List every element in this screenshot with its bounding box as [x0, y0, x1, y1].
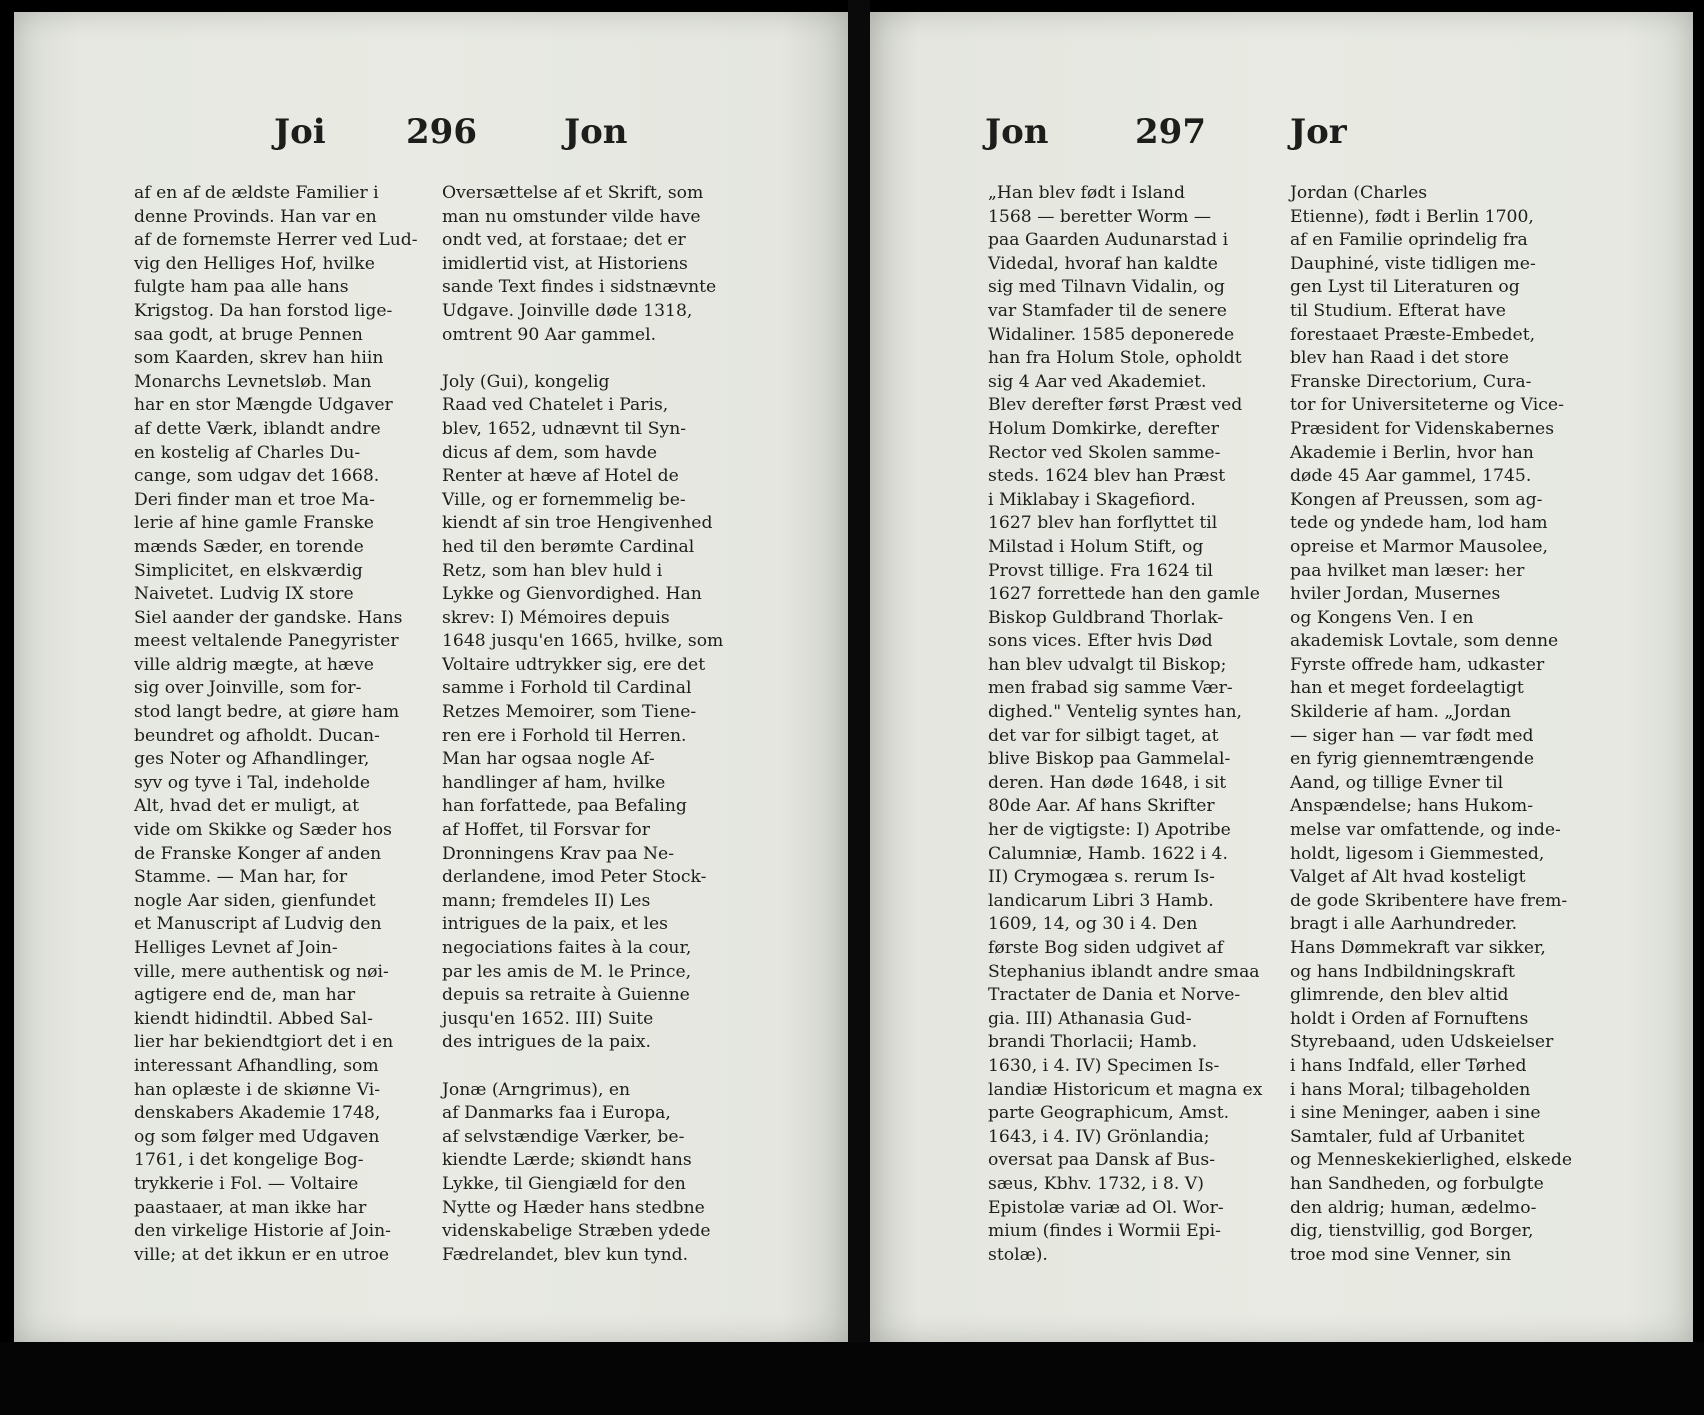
text-line: Monarchs Levnetsløb. Man [134, 371, 372, 392]
text-line: sæus, Kbhv. 1732, i 8. V) [988, 1173, 1204, 1194]
text-line: stolæ). [988, 1244, 1048, 1265]
text-line: sig over Joinville, som for- [134, 678, 362, 699]
text-line: i Miklabay i Skagefiord. [988, 489, 1196, 510]
text-line: brandi Thorlacii; Hamb. [988, 1032, 1198, 1053]
right-header-catchword-left: Jon [985, 112, 1049, 152]
left-header-catchword-right: Jon [564, 112, 628, 152]
text-line: hviler Jordan, Musernes [1290, 584, 1501, 605]
text-line: — siger han — var født med [1290, 725, 1534, 746]
text-line: parte Geographicum, Amst. [988, 1103, 1230, 1124]
text-line: melse var omfattende, og inde- [1290, 820, 1561, 841]
text-line: første Bog siden udgivet af [988, 938, 1224, 958]
text-line: vig den Helliges Hof, hvilke [134, 253, 375, 274]
text-line: kiendt af sin troe Hengivenhed [442, 513, 713, 534]
right-page-column-1 [988, 182, 1278, 1267]
text-line: II) Crymogæa s. rerum Is- [988, 867, 1215, 888]
left-page [14, 12, 848, 1342]
text-line: landicarum Libri 3 Hamb. [988, 890, 1214, 911]
text-line: det var for silbigt taget, at [988, 725, 1219, 746]
text-line: Alt, hvad det er muligt, at [134, 796, 359, 817]
text-line: stod langt bedre, at giøre ham [134, 702, 400, 723]
text-line: gia. III) Athanasia Gud- [988, 1008, 1192, 1029]
text-line: des intrigues de la paix. [442, 1032, 651, 1053]
text-line: Tractater de Dania et Norve- [988, 985, 1241, 1006]
text-line: skrev: I) Mémoires depuis [442, 607, 670, 628]
text-line: Skilderie af ham. „Jordan [1290, 702, 1511, 723]
text-line: lerie af hine gamle Franske [134, 513, 374, 534]
text-line: Oversættelse af et Skrift, som [442, 183, 704, 203]
text-line: af en af de ældste Familier i [134, 183, 379, 203]
text-line: Stamme. — Man har, for [134, 867, 348, 888]
text-line: fulgte ham paa alle hans [134, 277, 349, 298]
text-line: Joly (Gui), kongelig [442, 371, 610, 392]
text-line: Biskop Guldbrand Thorlak- [988, 607, 1224, 628]
text-line: Udgave. Joinville døde 1318, [442, 300, 693, 321]
text-line: ville, mere authentisk og nøi- [134, 961, 389, 982]
text-line: de Franske Konger af anden [134, 843, 382, 864]
text-line: af de fornemste Herrer ved Lud- [134, 230, 418, 251]
text-line: holdt i Orden af Fornuftens [1290, 1008, 1529, 1029]
text-line: intrigues de la paix, et les [442, 914, 668, 935]
text-line: Epistolæ variæ ad Ol. Wor- [988, 1197, 1224, 1218]
text-line: dighed." Ventelig syntes han, [988, 702, 1243, 723]
text-line: ondt ved, at forstaae; det er [442, 230, 686, 251]
text-line: nogle Aar siden, gienfundet [134, 890, 376, 911]
text-line: denskabers Akademie 1748, [134, 1103, 381, 1124]
text-line: Rector ved Skolen samme- [988, 442, 1221, 463]
text-line: derlandene, imod Peter Stock- [442, 867, 707, 888]
left-header-catchword-left: Joi [274, 112, 326, 152]
text-line: Samtaler, fuld af Urbanitet [1290, 1126, 1525, 1147]
text-line: her de vigtigste: I) Apotribe [988, 820, 1231, 841]
text-line: af selvstændige Værker, be- [442, 1126, 685, 1147]
text-line: Fyrste offrede ham, udkaster [1290, 654, 1545, 675]
text-line: den aldrig; human, ædelmo- [1290, 1197, 1537, 1218]
text-line: sig med Tilnavn Vidalin, og [988, 277, 1225, 298]
text-line: Ville, og er fornemmelig be- [442, 489, 686, 510]
text-line: i hans Indfald, eller Tørhed [1290, 1055, 1527, 1076]
text-line: Stephanius iblandt andre smaa [988, 961, 1260, 982]
text-line: Videdal, hvoraf han kaldte [988, 253, 1218, 274]
text-line: Helliges Levnet af Join- [134, 938, 338, 958]
text-line: omtrent 90 Aar gammel. [442, 324, 657, 345]
left-page-column-1 [134, 182, 434, 1267]
text-line: glimrende, den blev altid [1290, 985, 1509, 1006]
text-line: blev, 1652, udnævnt til Syn- [442, 418, 687, 439]
left-page-column-2 [442, 182, 752, 1267]
text-line: Kongen af Preussen, som ag- [1290, 489, 1543, 510]
text-line: forestaaet Præste-Embedet, [1290, 324, 1536, 345]
text-line: negociations faites à la cour, [442, 938, 692, 958]
text-line: Krigstog. Da han forstod lige- [134, 300, 393, 321]
text-line: Præsident for Videnskabernes [1290, 418, 1555, 439]
text-line: Lykke og Gienvordighed. Han [442, 584, 702, 605]
text-line: som Kaarden, skrev han hiin [134, 348, 384, 369]
text-line: en fyrig giennemtrængende [1290, 749, 1534, 770]
text-line: handlinger af ham, hvilke [442, 772, 666, 793]
text-line: Retz, som han blev huld i [442, 560, 663, 581]
text-line: akademisk Lovtale, som denne [1290, 631, 1559, 652]
left-page-header [14, 112, 848, 162]
text-line: mænds Sæder, en torende [134, 536, 364, 557]
text-line: Anspændelse; hans Hukom- [1290, 796, 1534, 817]
text-line: og Kongens Ven. I en [1290, 607, 1474, 628]
text-line: trykkerie i Fol. — Voltaire [134, 1173, 359, 1194]
text-line: gen Lyst til Literaturen og [1290, 277, 1520, 298]
right-page-header [870, 112, 1693, 162]
text-line: Raad ved Chatelet i Paris, [442, 395, 669, 416]
text-line: 1630, i 4. IV) Specimen Is- [988, 1055, 1220, 1076]
text-line: paastaaer, at man ikke har [134, 1197, 367, 1218]
text-line: interessant Afhandling, som [134, 1055, 379, 1076]
text-line: Man har ogsaa nogle Af- [442, 749, 655, 770]
text-line: Siel aander der gandske. Hans [134, 607, 403, 628]
text-line: man nu omstunder vilde have [442, 206, 701, 227]
text-line: til Studium. Efterat have [1290, 300, 1506, 321]
text-line: i hans Moral; tilbageholden [1290, 1079, 1531, 1100]
text-line: Dronningens Krav paa Ne- [442, 843, 675, 864]
text-line: de gode Skribentere have frem- [1290, 890, 1568, 911]
text-line: ges Noter og Afhandlinger, [134, 749, 370, 770]
book-gutter [848, 0, 870, 1415]
text-line: Naivetet. Ludvig IX store [134, 584, 354, 605]
text-line: han forfattede, paa Befaling [442, 796, 687, 817]
text-line: og Menneskekierlighed, elskede [1290, 1150, 1573, 1171]
text-line: i sine Meninger, aaben i sine [1290, 1103, 1541, 1124]
text-line: hed til den berømte Cardinal [442, 536, 695, 557]
text-line: steds. 1624 blev han Præst [988, 466, 1226, 487]
text-line: Widaliner. 1585 deponerede [988, 324, 1235, 345]
text-line: landiæ Historicum et magna ex [988, 1079, 1263, 1100]
text-line: blev han Raad i det store [1290, 348, 1509, 369]
text-line: Provst tillige. Fra 1624 til [988, 560, 1213, 581]
text-line: dicus af dem, som havde [442, 442, 658, 463]
text-line: mium (findes i Wormii Epi- [988, 1221, 1221, 1242]
text-line: han oplæste i de skiønne Vi- [134, 1079, 381, 1100]
text-line: har en stor Mængde Udgaver [134, 395, 393, 416]
text-line: mann; fremdeles II) Les [442, 890, 651, 911]
text-line: af Danmarks faa i Europa, [442, 1103, 671, 1124]
text-line: Deri finder man et troe Ma- [134, 489, 375, 510]
text-line: Jordan (Charles [1290, 183, 1428, 203]
right-page-number: 297 [1135, 112, 1206, 152]
bottom-background [0, 1342, 1704, 1415]
text-line: meest veltalende Panegyrister [134, 631, 399, 652]
text-line: imidlertid vist, at Historiens [442, 253, 688, 274]
text-line: af dette Værk, iblandt andre [134, 418, 381, 439]
text-line: Simplicitet, en elskværdig [134, 560, 363, 581]
paragraph-gap [442, 347, 752, 371]
text-line: saa godt, at bruge Pennen [134, 324, 363, 345]
paragraph-gap [442, 1055, 752, 1079]
text-line: var Stamfader til de senere [988, 300, 1227, 321]
text-line: „Han blev født i Island [988, 183, 1185, 203]
text-line: 1568 — beretter Worm — [988, 206, 1212, 227]
text-line: 1643, i 4. IV) Grönlandia; [988, 1126, 1210, 1147]
text-line: dig, tienstvillig, god Borger, [1290, 1221, 1534, 1242]
text-line: 1648 jusqu'en 1665, hvilke, som [442, 631, 724, 652]
text-line: Lykke, til Giengiæld for den [442, 1173, 686, 1194]
text-line: 1761, i det kongelige Bog- [134, 1150, 364, 1171]
text-line: deren. Han døde 1648, i sit [988, 772, 1227, 793]
text-line: Milstad i Holum Stift, og [988, 536, 1204, 557]
text-line: Hans Dømmekraft var sikker, [1290, 938, 1546, 958]
text-line: oversat paa Dansk af Bus- [988, 1150, 1216, 1171]
text-line: blive Biskop paa Gammelal- [988, 749, 1231, 770]
text-line: kiendte Lærde; skiøndt hans [442, 1150, 692, 1171]
text-line: tor for Universiteterne og Vice- [1290, 395, 1564, 416]
text-line: Fædrelandet, blev kun tynd. [442, 1244, 689, 1265]
text-line: opreise et Marmor Mausolee, [1290, 536, 1549, 557]
text-line: Calumniæ, Hamb. 1622 i 4. [988, 843, 1228, 864]
text-line: bragt i alle Aarhundreder. [1290, 914, 1518, 935]
text-line: agtigere end de, man har [134, 985, 356, 1006]
text-line: Dauphiné, viste tidligen me- [1290, 253, 1536, 274]
text-line: men frabad sig samme Vær- [988, 678, 1233, 699]
text-line: vide om Skikke og Sæder hos [134, 820, 392, 841]
right-header-catchword-right: Jor [1290, 112, 1347, 152]
right-page-column-2 [1290, 182, 1590, 1267]
text-line: tede og yndede ham, lod ham [1290, 513, 1548, 534]
text-line: sande Text findes i sidstnævnte [442, 277, 717, 298]
right-page [870, 12, 1693, 1342]
text-line: Jonæ (Arngrimus), en [442, 1079, 631, 1100]
text-line: af Hoffet, til Forsvar for [442, 820, 650, 841]
text-line: Styrebaand, uden Udskeielser [1290, 1032, 1554, 1053]
text-line: en kostelig af Charles Du- [134, 442, 361, 463]
text-line: holdt, ligesom i Giemmested, [1290, 843, 1545, 864]
text-line: cange, som udgav det 1668. [134, 466, 380, 487]
text-line: paa Gaarden Audunarstad i [988, 230, 1229, 251]
text-line: jusqu'en 1652. III) Suite [442, 1008, 654, 1029]
text-line: den virkelige Historie af Join- [134, 1221, 391, 1242]
text-line: Akademie i Berlin, hvor han [1290, 442, 1534, 463]
text-line: og hans Indbildningskraft [1290, 961, 1515, 982]
text-line: lier har bekiendtgiort det i en [134, 1032, 394, 1053]
text-line: Holum Domkirke, derefter [988, 418, 1219, 439]
text-line: syv og tyve i Tal, indeholde [134, 772, 371, 793]
text-line: og som følger med Udgaven [134, 1126, 380, 1147]
text-line: ville aldrig mægte, at hæve [134, 654, 374, 675]
text-line: han blev udvalgt til Biskop; [988, 654, 1227, 675]
text-line: paa hvilket man læser: her [1290, 560, 1525, 581]
text-line: Nytte og Hæder hans stedbne [442, 1197, 705, 1218]
text-line: 1609, 14, og 30 i 4. Den [988, 914, 1198, 935]
text-line: par les amis de M. le Prince, [442, 961, 692, 982]
text-line: troe mod sine Venner, sin [1290, 1244, 1512, 1265]
text-line: depuis sa retraite à Guienne [442, 985, 690, 1006]
text-line: videnskabelige Stræben ydede [442, 1221, 711, 1242]
text-line: kiendt hidindtil. Abbed Sal- [134, 1008, 373, 1029]
text-line: Voltaire udtrykker sig, ere det [442, 654, 706, 675]
text-line: han Sandheden, og forbulgte [1290, 1173, 1544, 1194]
text-line: denne Provinds. Han var en [134, 206, 377, 227]
text-line: af en Familie oprindelig fra [1290, 230, 1528, 251]
left-page-number: 296 [406, 112, 477, 152]
text-line: han fra Holum Stole, opholdt [988, 348, 1242, 369]
text-line: et Manuscript af Ludvig den [134, 914, 382, 935]
text-line: han et meget fordeelagtigt [1290, 678, 1524, 699]
text-line: Renter at hæve af Hotel de [442, 466, 679, 487]
text-line: ren ere i Forhold til Herren. [442, 725, 687, 746]
text-line: Retzes Memoirer, som Tiene- [442, 702, 697, 723]
text-line: 80de Aar. Af hans Skrifter [988, 796, 1215, 817]
text-line: ville; at det ikkun er en utroe [134, 1244, 389, 1265]
text-line: Valget af Alt hvad kosteligt [1290, 867, 1526, 888]
text-line: Franske Directorium, Cura- [1290, 371, 1532, 392]
text-line: sons vices. Efter hvis Død [988, 631, 1213, 652]
text-line: sig 4 Aar ved Akademiet. [988, 371, 1207, 392]
text-line: Etienne), født i Berlin 1700, [1290, 206, 1534, 227]
text-line: døde 45 Aar gammel, 1745. [1290, 466, 1532, 487]
text-line: Aand, og tillige Evner til [1290, 772, 1504, 793]
text-line: 1627 forrettede han den gamle [988, 584, 1260, 605]
text-line: 1627 blev han forflyttet til [988, 513, 1218, 534]
text-line: Blev derefter først Præst ved [988, 395, 1243, 416]
text-line: samme i Forhold til Cardinal [442, 678, 692, 699]
text-line: beundret og afholdt. Ducan- [134, 725, 380, 746]
